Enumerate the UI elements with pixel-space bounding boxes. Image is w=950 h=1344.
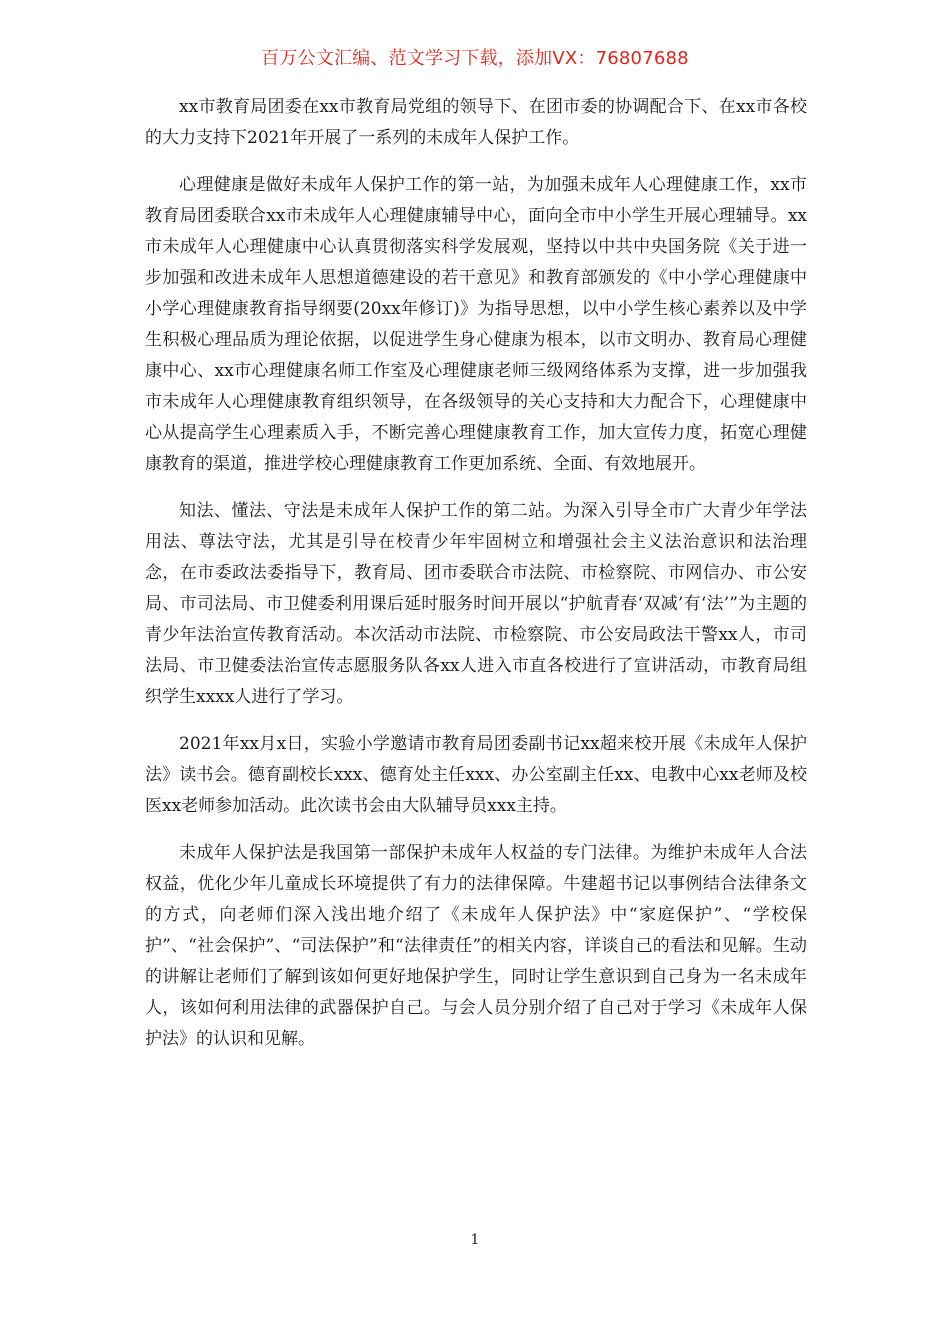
paragraph-reading-session: 2021年xx月x日，实验小学邀请市教育局团委副书记xx超来校开展《未成年人保护法》读书会。德育副校长xxx、德育处主任xxx、办公室副主任xx、电教中心xx老师及校医xx老师参加活动。此次读书会由大队辅导员xxx主持。 xyxy=(145,734,807,816)
promo-header: 百万公文汇编、范文学习下载，添加VX：76807688 xyxy=(261,48,689,69)
page-number: 1 xyxy=(470,1232,480,1248)
paragraph-legal-education: 知法、懂法、守法是未成年人保护工作的第二站。为深入引导全市广大青少年学法用法、尊法守法，尤其是引导在校青少年牢固树立和增强社会主义法治意识和法治理念，在市委政法委指导下，教育局、团市委联合市法院、市检察院、市网信办、市公安局、市司法局、市卫健委利用课后延时服务时间开展以“护航青春‘双减’有‘法’”为主题的青少年法治宣传教育活动。本次活动市法院、市检察院、市公安局政法干警xx人，市司法局、市卫健委法治宣传志愿服务队各xx人进入市直各校进行了宣讲活动，市教育局组织学生xxxx人进行了学习。 xyxy=(145,501,807,707)
paragraph-protection-law: 未成年人保护法是我国第一部保护未成年人权益的专门法律。为维护未成年人合法权益，优化少年儿童成长环境提供了有力的法律保障。牛建超书记以事例结合法律条文的方式，向老师们深入浅出地介绍了《未成年人保护法》中“家庭保护”、“学校保护”、“社会保护”、“司法保护”和“法律责任”的相关内容，详谈自己的看法和见解。生动的讲解让老师们了解到该如何更好地保护学生，同时让学生意识到自己身为一名未成年人，该如何利用法律的武器保护自己。与会人员分别介绍了自己对于学习《未成年人保护法》的认识和见解。 xyxy=(145,843,807,1049)
document-body xyxy=(145,92,807,1071)
paragraph-intro: xx市教育局团委在xx市教育局党组的领导下、在团市委的协调配合下、在xx市各校的大力支持下2021年开展了一系列的未成年人保护工作。 xyxy=(145,97,807,148)
paragraph-mental-health: 心理健康是做好未成年人保护工作的第一站，为加强未成年人心理健康工作，xx市教育局团委联合xx市未成年人心理健康辅导中心，面向全市中小学生开展心理辅导。xx市未成年人心理健康中心认真贯彻落实科学发展观，坚持以中共中央国务院《关于进一步加强和改进未成年人思想道德建设的若干意见》和教育部颁发的《中小学心理健康中小学心理健康教育指导纲要(20xx年修订)》为指导思想，以中小学生核心素养以及中学生积极心理品质为理论依据，以促进学生身心健康为根本，以市文明办、教育局心理健康中心、xx市心理健康名师工作室及心理健康老师三级网络体系为支撑，进一步加强我市未成年人心理健康教育组织领导，在各级领导的关心支持和大力配合下，心理健康中心从提高学生心理素质入手，不断完善心理健康教育工作，加大宣传力度，拓宽心理健康教育的渠道，推进学校心理健康教育工作更加系统、全面、有效地展开。 xyxy=(145,175,807,474)
